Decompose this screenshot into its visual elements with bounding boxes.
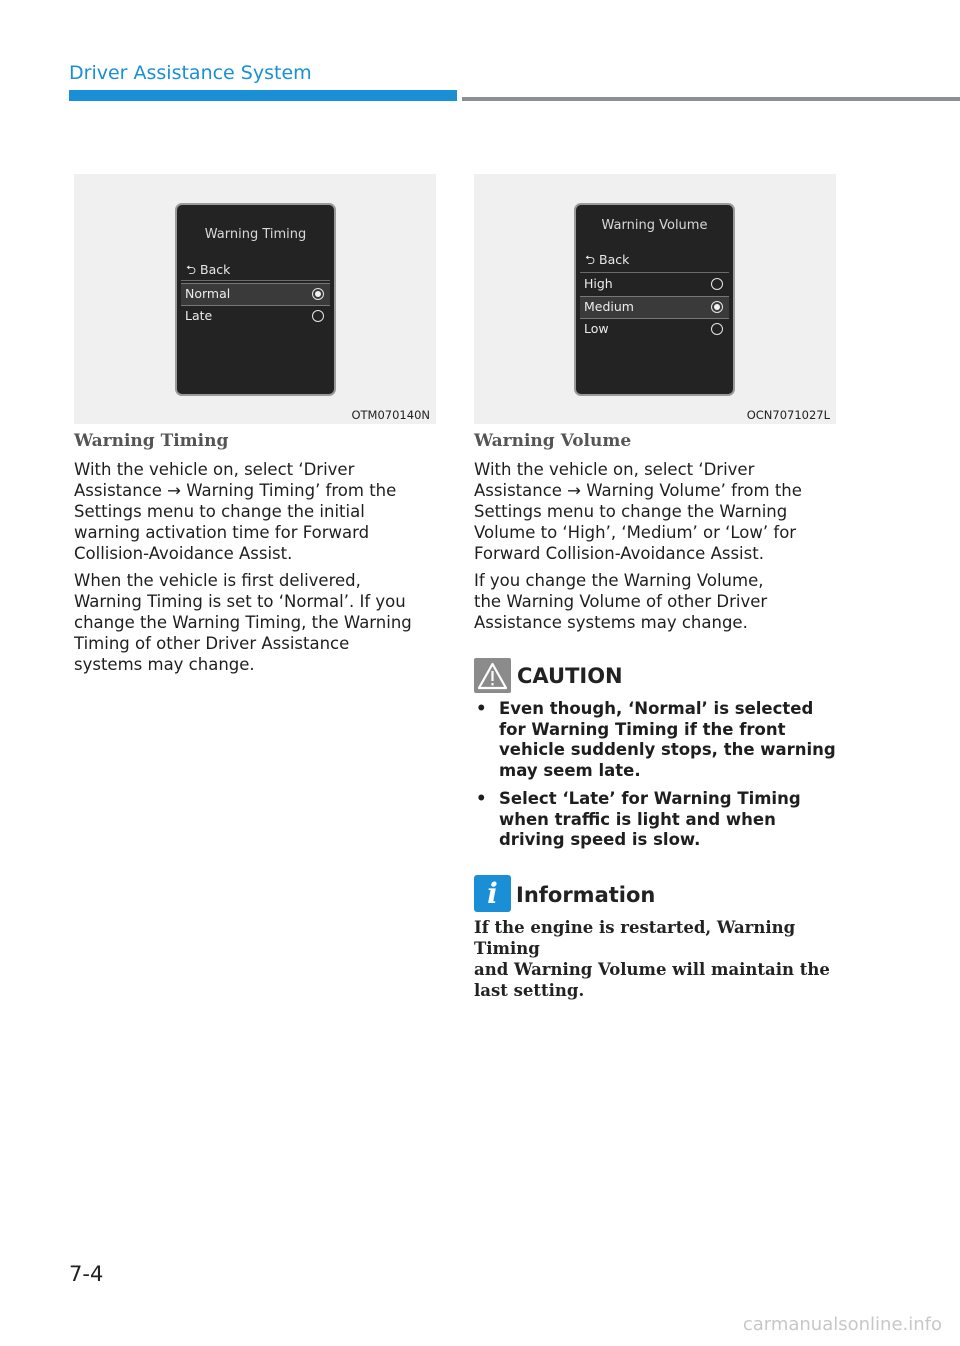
caution-bullet-list bbox=[474, 699, 839, 858]
back-row bbox=[186, 261, 230, 282]
radio-empty-icon bbox=[711, 278, 723, 290]
information-text: If the engine is restarted, Warning Timing and Warning Volume will maintain the last setting. bbox=[474, 918, 830, 1000]
header-rule-gray bbox=[462, 97, 960, 101]
back-row bbox=[585, 251, 629, 272]
option-label: High bbox=[584, 276, 613, 291]
information-icon: i bbox=[474, 875, 511, 912]
radio-empty-icon bbox=[711, 323, 723, 335]
option-label: Medium bbox=[584, 299, 634, 314]
figure-warning-volume bbox=[474, 174, 836, 424]
page-number: 7-4 bbox=[69, 1262, 104, 1286]
figure-code: OTM070140N bbox=[351, 408, 430, 422]
watermark: carmanualsonline.info bbox=[742, 1314, 942, 1335]
back-arrow-icon: ⮌ bbox=[585, 252, 596, 267]
paragraph-volume-1: With the vehicle on, select ‘Driver Assistance → Warning Volume’ from the Settings menu to change the Warning Volume to ‘High’, ‘Medium’ or ‘Low’ for Forward Collision-Avoidance Assist. bbox=[474, 460, 802, 563]
radio-selected-icon bbox=[711, 301, 723, 313]
option-label: Normal bbox=[185, 286, 231, 301]
caution-title: CAUTION bbox=[517, 664, 623, 688]
radio-empty-icon bbox=[312, 310, 324, 322]
option-label: Late bbox=[185, 308, 213, 323]
caution-warning-icon bbox=[474, 658, 511, 693]
paragraph-volume-2: If you change the Warning Volume, the Warning Volume of other Driver Assistance systems may change. bbox=[474, 571, 768, 632]
cluster-screen-volume bbox=[574, 203, 735, 396]
running-header-title: Driver Assistance System bbox=[69, 62, 312, 84]
figure-code: OCN7071027L bbox=[746, 408, 830, 422]
information-title: Information bbox=[516, 883, 656, 907]
paragraph-timing-1: With the vehicle on, select ‘Driver Assistance → Warning Timing’ from the Settings menu to change the initial warning activation time for Forward Collision-Avoidance Assist. bbox=[74, 460, 397, 563]
back-label: Back bbox=[200, 262, 231, 277]
header-rule-blue bbox=[69, 90, 457, 101]
caution-bullet: • Select ‘Late’ for Warning Timing when traffic is light and when driving speed is slow. bbox=[474, 789, 839, 851]
radio-selected-icon bbox=[312, 288, 324, 300]
back-arrow-icon: ⮌ bbox=[186, 262, 197, 277]
cluster-screen-timing bbox=[175, 203, 336, 396]
heading-warning-volume: Warning Volume bbox=[474, 431, 632, 451]
heading-warning-timing: Warning Timing bbox=[74, 431, 229, 451]
option-normal bbox=[181, 283, 330, 306]
caution-bullet: • Even though, ‘Normal’ is selected for Warning Timing if the front vehicle suddenly stops, the warning may seem late. bbox=[474, 699, 839, 782]
menu-divider bbox=[580, 272, 729, 273]
paragraph-timing-2: When the vehicle is first delivered, Warning Timing is set to ‘Normal’. If you change the Warning Timing, the Warning Timing of other Driver Assistance systems may change. bbox=[74, 571, 412, 674]
option-medium bbox=[580, 296, 729, 319]
screen-title: Warning Timing bbox=[204, 227, 307, 242]
option-high bbox=[580, 274, 729, 295]
menu-divider bbox=[181, 280, 330, 281]
screen-title: Warning Volume bbox=[601, 218, 708, 233]
figure-warning-timing bbox=[74, 174, 436, 424]
option-label: Low bbox=[584, 321, 609, 336]
back-label: Back bbox=[599, 252, 630, 267]
option-late bbox=[181, 306, 330, 327]
option-low bbox=[580, 319, 729, 340]
